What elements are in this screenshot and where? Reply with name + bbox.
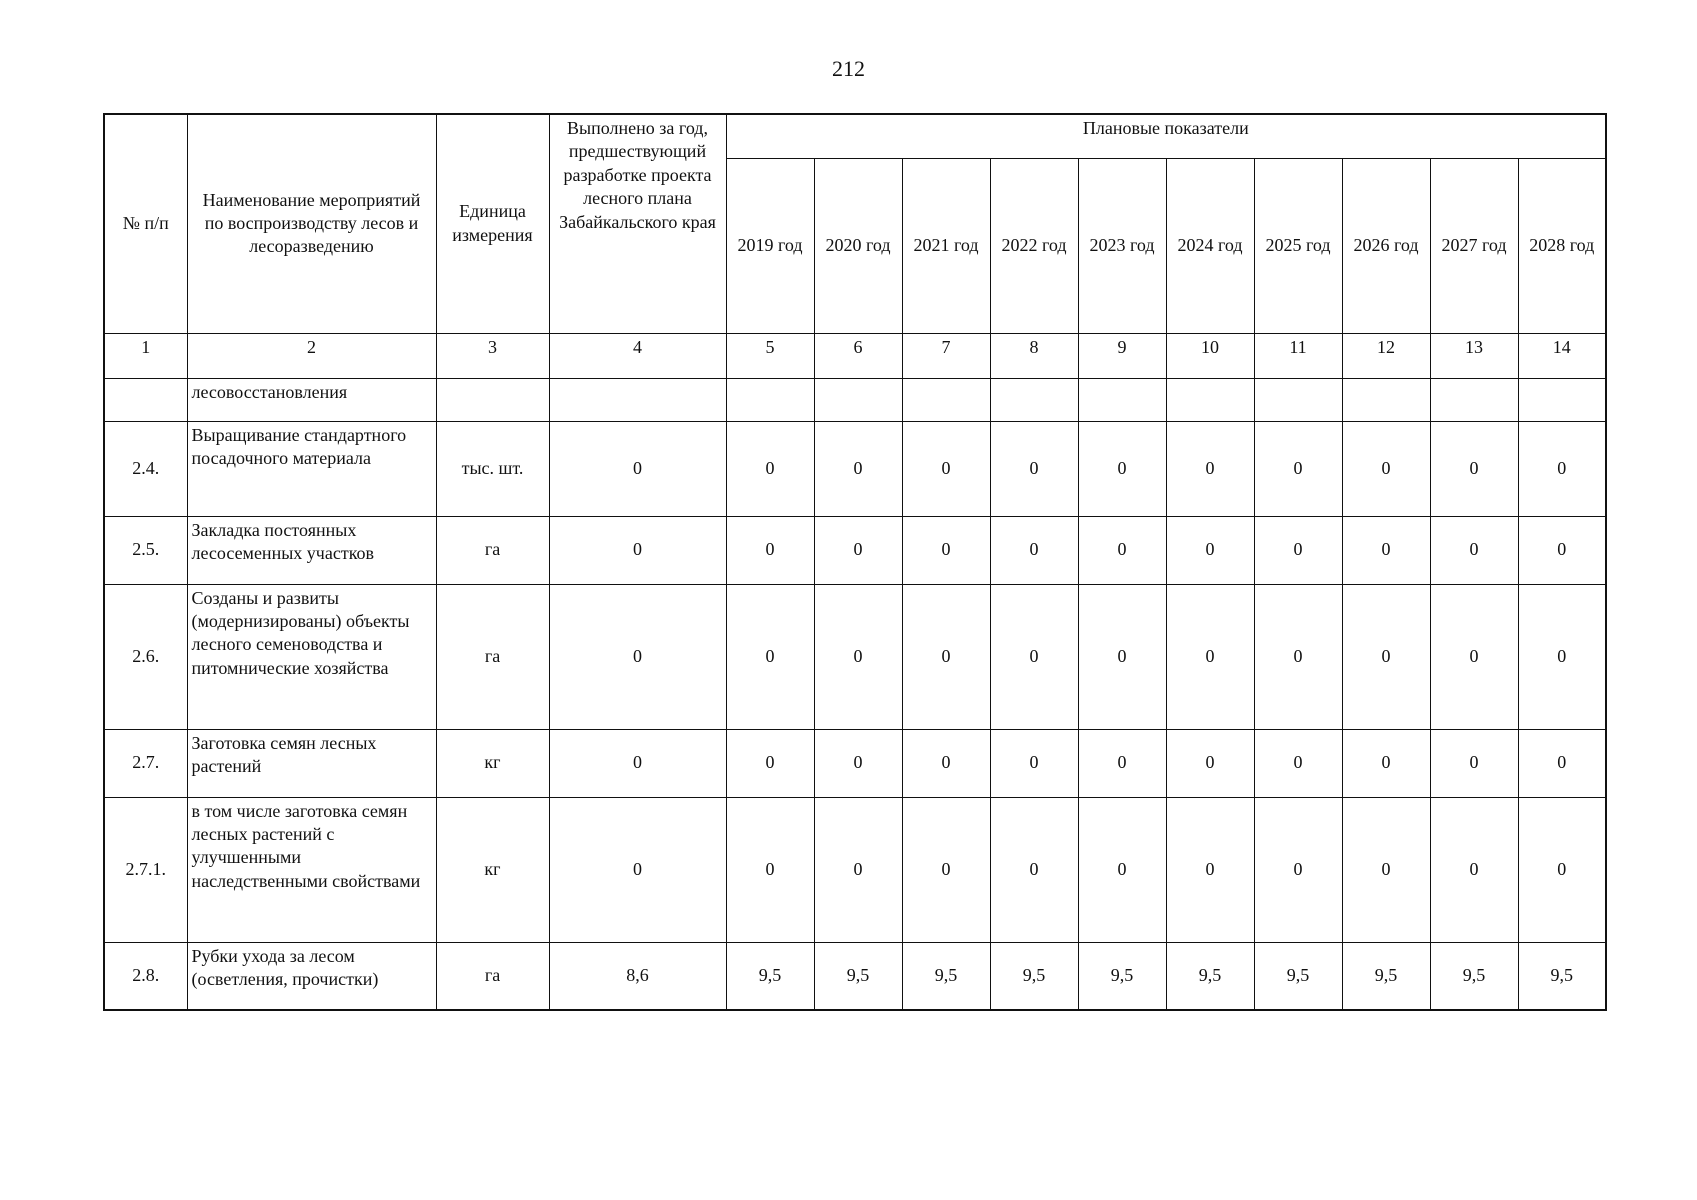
plan-value: 0 [1078,584,1166,729]
plan-value: 0 [1518,584,1606,729]
plan-value: 0 [1078,516,1166,584]
plan-value: 0 [1254,797,1342,942]
plan-value: 0 [1254,729,1342,797]
plan-value [990,378,1078,421]
plan-value: 0 [1342,516,1430,584]
table-row [104,584,1606,729]
header-year: 2021 год [902,158,990,333]
activity-name: Выращивание стандартного посадочного материала [187,421,436,516]
header-year: 2019 год [726,158,814,333]
table-row [104,421,1606,516]
plan-value: 9,5 [990,942,1078,1010]
forest-reproduction-table [103,113,1607,1011]
plan-value: 9,5 [814,942,902,1010]
column-number: 1 [104,333,187,378]
plan-value: 0 [990,797,1078,942]
row-number: 2.6. [104,584,187,729]
header-unit: Единица измерения [436,114,549,333]
column-number-row [104,333,1606,378]
plan-value: 0 [1430,797,1518,942]
row-number: 2.4. [104,421,187,516]
activity-name: в том числе заготовка семян лесных растений с улучшенными наследственными свойствами [187,797,436,942]
unit-cell: кг [436,729,549,797]
activity-name: Рубки ухода за лесом (осветления, прочистки) [187,942,436,1010]
header-plan: Плановые показатели [726,114,1606,158]
plan-value: 9,5 [726,942,814,1010]
plan-value [1518,378,1606,421]
plan-value: 0 [1166,421,1254,516]
done-value: 8,6 [549,942,726,1010]
header-year: 2026 год [1342,158,1430,333]
plan-value: 0 [990,421,1078,516]
done-value: 0 [549,729,726,797]
plan-value: 0 [726,584,814,729]
table-body [104,378,1606,1010]
plan-value: 0 [814,421,902,516]
plan-value [1078,378,1166,421]
plan-value [1342,378,1430,421]
plan-value: 0 [814,797,902,942]
column-number: 3 [436,333,549,378]
plan-value: 0 [1078,797,1166,942]
unit-cell [436,378,549,421]
header-year: 2023 год [1078,158,1166,333]
table-row [104,797,1606,942]
plan-value: 0 [1518,729,1606,797]
plan-value: 0 [1518,421,1606,516]
plan-value: 0 [1342,421,1430,516]
plan-value: 0 [1078,729,1166,797]
plan-value: 0 [1166,516,1254,584]
unit-cell: га [436,942,549,1010]
header-year: 2020 год [814,158,902,333]
unit-cell: кг [436,797,549,942]
column-number: 2 [187,333,436,378]
plan-value: 0 [990,516,1078,584]
plan-value: 0 [902,729,990,797]
column-number: 6 [814,333,902,378]
plan-value [1166,378,1254,421]
plan-value: 9,5 [1166,942,1254,1010]
column-number: 5 [726,333,814,378]
page-number: 212 [832,56,865,81]
table-row [104,942,1606,1010]
table-row [104,516,1606,584]
activity-name: Закладка постоянных лесосеменных участков [187,516,436,584]
header-year: 2027 год [1430,158,1518,333]
plan-value: 0 [1078,421,1166,516]
header-done: Выполнено за год, предшествующий разработке проекта лесного плана Забайкальского края [549,114,726,333]
plan-value: 0 [1342,584,1430,729]
plan-value: 0 [814,516,902,584]
column-number: 13 [1430,333,1518,378]
plan-value: 0 [726,516,814,584]
column-number: 12 [1342,333,1430,378]
plan-value: 0 [726,421,814,516]
plan-value: 0 [814,584,902,729]
plan-value: 9,5 [1518,942,1606,1010]
activity-name: Заготовка семян лесных растений [187,729,436,797]
plan-value [726,378,814,421]
plan-value: 0 [990,584,1078,729]
plan-value: 0 [1166,584,1254,729]
done-value: 0 [549,584,726,729]
plan-value: 0 [902,421,990,516]
row-number: 2.8. [104,942,187,1010]
table-row [104,378,1606,421]
plan-value: 9,5 [902,942,990,1010]
plan-value [814,378,902,421]
header-year: 2022 год [990,158,1078,333]
plan-value: 0 [1430,421,1518,516]
column-number: 10 [1166,333,1254,378]
column-number: 11 [1254,333,1342,378]
plan-value: 9,5 [1430,942,1518,1010]
plan-value: 0 [902,797,990,942]
done-value: 0 [549,516,726,584]
column-number: 9 [1078,333,1166,378]
plan-value: 0 [902,584,990,729]
activity-name: лесовосстановления [187,378,436,421]
done-value: 0 [549,797,726,942]
plan-value: 0 [726,797,814,942]
done-value [549,378,726,421]
plan-value: 9,5 [1254,942,1342,1010]
row-number: 2.5. [104,516,187,584]
column-number: 4 [549,333,726,378]
column-number: 7 [902,333,990,378]
plan-value: 0 [1254,516,1342,584]
header-year: 2024 год [1166,158,1254,333]
unit-cell: га [436,584,549,729]
plan-value: 0 [1430,584,1518,729]
header-year: 2028 год [1518,158,1606,333]
plan-value: 0 [1254,584,1342,729]
header-year: 2025 год [1254,158,1342,333]
plan-value: 0 [1518,797,1606,942]
header-num: № п/п [104,114,187,333]
plan-value: 9,5 [1342,942,1430,1010]
plan-value: 9,5 [1078,942,1166,1010]
unit-cell: га [436,516,549,584]
plan-value: 0 [1166,797,1254,942]
plan-value: 0 [1518,516,1606,584]
plan-value: 0 [1254,421,1342,516]
plan-value: 0 [814,729,902,797]
unit-cell: тыс. шт. [436,421,549,516]
header-name: Наименование мероприятий по воспроизводству лесов и лесоразведению [187,114,436,333]
plan-value: 0 [1166,729,1254,797]
table-row [104,729,1606,797]
plan-value: 0 [902,516,990,584]
plan-value [902,378,990,421]
plan-value [1430,378,1518,421]
done-value: 0 [549,421,726,516]
plan-value: 0 [1430,516,1518,584]
plan-value: 0 [1430,729,1518,797]
column-number: 14 [1518,333,1606,378]
row-number [104,378,187,421]
plan-value: 0 [726,729,814,797]
row-number: 2.7. [104,729,187,797]
column-number: 8 [990,333,1078,378]
row-number: 2.7.1. [104,797,187,942]
activity-name: Созданы и развиты (модернизированы) объекты лесного семеноводства и питомнические хозяйства [187,584,436,729]
plan-value: 0 [990,729,1078,797]
plan-value: 0 [1342,729,1430,797]
plan-value [1254,378,1342,421]
plan-value: 0 [1342,797,1430,942]
